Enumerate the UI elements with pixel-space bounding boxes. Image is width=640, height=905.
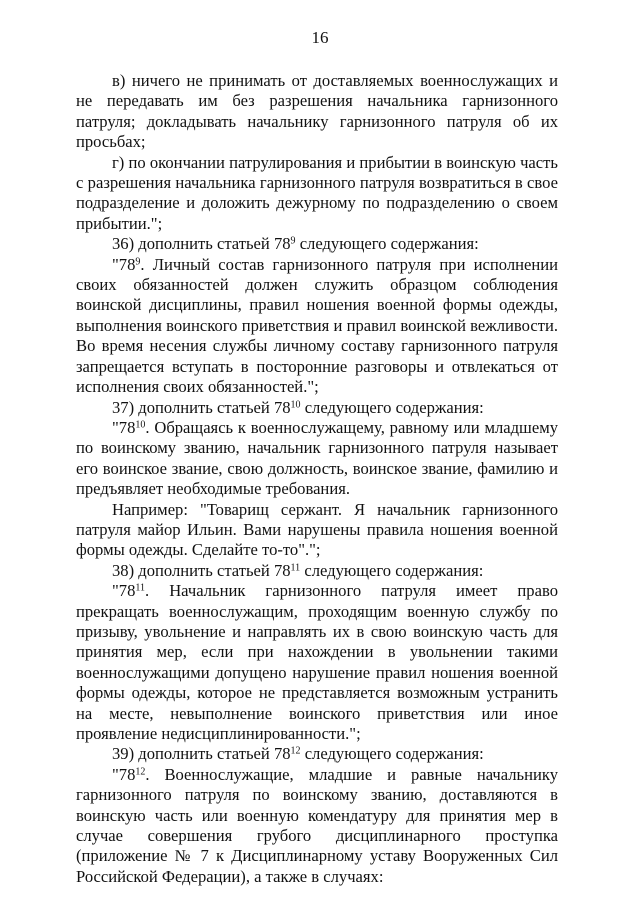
paragraph-text: 36) дополнить статьей 78: [112, 234, 291, 254]
paragraph-article-78-10: [76, 418, 558, 500]
article-superscript: 11: [135, 582, 146, 594]
paragraph-text: "78: [112, 764, 136, 784]
paragraph-text: "78: [112, 254, 136, 274]
paragraph-text: Например: "Товарищ сержант. Я начальник гарнизонного патруля майор Ильин. Вами нарушены правила ношения военной формы одежды. Сделайте то-то".";: [76, 499, 558, 560]
page-number: 16: [311, 28, 329, 47]
paragraph-item-g: [76, 153, 558, 235]
paragraph-text: следующего содержания:: [295, 234, 479, 254]
paragraph-article-78-12: [76, 765, 558, 887]
paragraph-text: . Личный состав гарнизонного патруля при исполнении своих обязанностей должен служить образцом соблюдения воинской дисциплины, правил ношения военной формы одежды, выполнения воинского приветствия и правил воинской вежливости. Во время несения службы личному составу гарнизонного патруля запрещается вступать в посторонние разговоры и отвлекаться от исполнения своих обязанностей.";: [76, 254, 558, 397]
paragraph-text: следующего содержания:: [300, 397, 484, 417]
paragraph-amendment-37: [76, 398, 558, 418]
paragraph-amendment-38: [76, 561, 558, 581]
paragraph-article-78-9: [76, 255, 558, 398]
paragraph-text: 37) дополнить статьей 78: [112, 397, 291, 417]
paragraph-text: "78: [112, 417, 136, 437]
article-superscript: 10: [290, 399, 301, 410]
paragraph-text: 38) дополнить статьей 78: [112, 560, 291, 580]
paragraph-amendment-39: [76, 744, 558, 764]
article-superscript: 10: [135, 419, 146, 431]
document-body: [76, 71, 558, 887]
paragraph-text: . Начальник гарнизонного патруля имеет право прекращать военнослужащим, проходящим военную службу по призыву, увольнение и направлять их в свою воинскую часть для принятия мер, если при нахождении в увольнении такими военнослужащими допущено нарушение правил ношения военной формы одежды, которое не представляется возможным устранить на месте, невыполнение воинского приветствия или иное проявление недисциплинированности.";: [76, 581, 558, 743]
article-superscript: 12: [135, 766, 146, 778]
paragraph-article-78-11: [76, 581, 558, 744]
article-superscript: 12: [290, 745, 301, 757]
paragraph-example: [76, 500, 558, 561]
paragraph-text: 39) дополнить статьей 78: [112, 744, 291, 764]
paragraph-text: следующего содержания:: [300, 744, 484, 764]
paragraph-text: . Обращаясь к военнослужащему, равному или младшему по воинскому званию, начальник гарнизонного патруля называет его воинское звание, свою должность, воинское звание, фамилию и предъявляет необходимые требования.: [76, 417, 558, 499]
paragraph-text: . Военнослужащие, младшие и равные начальнику гарнизонного патруля по воинскому званию, доставляются в воинскую часть или военную комендатуру для принятия мер в случае совершения грубого дисциплинарного проступка (приложение № 7 к Дисциплинарному уставу Вооруженных Сил Российской Федерации), а также в случаях:: [76, 764, 558, 886]
article-superscript: 11: [290, 562, 301, 574]
article-superscript: 9: [290, 235, 296, 247]
paragraph-text: г) по окончании патрулирования и прибытии в воинскую часть с разрешения начальника гарнизонного патруля возвратиться в свое подразделение и доложить дежурному по подразделению о своем прибытии.";: [76, 152, 558, 233]
paragraph-text: следующего содержания:: [300, 560, 484, 580]
paragraph-item-v: [76, 71, 558, 153]
paragraph-text: "78: [112, 581, 136, 601]
article-superscript: 9: [135, 256, 141, 268]
paragraph-text: в) ничего не принимать от доставляемых военнослужащих и не передавать им без разрешения начальника гарнизонного патруля; докладывать начальнику гарнизонного патруля об их просьбах;: [76, 71, 558, 152]
paragraph-amendment-36: [76, 234, 558, 254]
